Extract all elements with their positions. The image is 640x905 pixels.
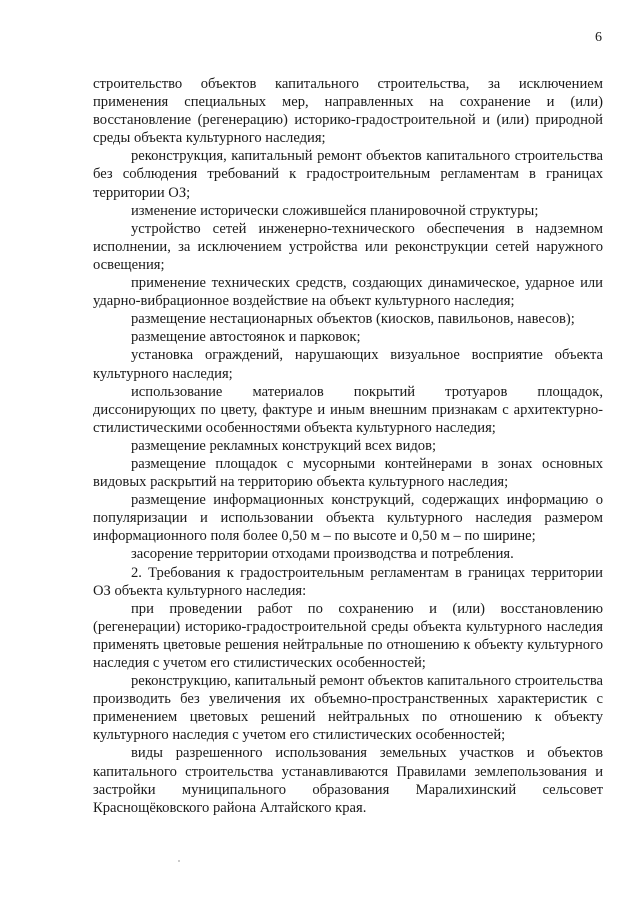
paragraph: реконструкция, капитальный ремонт объектов капитального строительства без соблюдения требований к градостроительным регламентам в границах территории ОЗ; xyxy=(93,148,603,201)
paragraph: устройство сетей инженерно-технического обеспечения в надземном исполнении, за исключением устройства или реконструкции сетей наружного освещения; xyxy=(93,220,603,273)
paragraph: изменение исторически сложившейся планировочной структуры; xyxy=(131,202,539,219)
paragraph: виды разрешенного использования земельных участков и объектов капитального строительства устанавливаются Правилами землепользования и застройки муниципального образования Маралихинский сельсовет Краснощёковского района Алтайского края. xyxy=(93,745,603,816)
page-number: 6 xyxy=(595,30,602,45)
paragraph: засорение территории отходами производства и потребления. xyxy=(131,546,514,563)
paragraph: размещение рекламных конструкций всех видов; xyxy=(131,437,437,454)
paragraph: размещение информационных конструкций, содержащих информацию о популяризации и использовании объекта культурного наследия размером информационного поля более 0,50 м – по высоте и 0,50 м – по ширине; xyxy=(93,492,603,545)
paragraph: размещение площадок с мусорными контейнерами в зонах основных видовых раскрытий на территорию объекта культурного наследия; xyxy=(93,455,603,491)
paragraph: строительство объектов капитального строительства, за исключением применения специальных мер, направленных на сохранение и (или) восстановление (регенерацию) историко-градостроительной и (или) природной среды объекта культурного наследия; xyxy=(93,76,603,147)
paragraph: установка ограждений, нарушающих визуальное восприятие объекта культурного наследия; xyxy=(93,347,603,382)
paragraph: реконструкцию, капитальный ремонт объектов капитального строительства производить без увеличения их объемно-пространственных характеристик с применением цветовых решений нейтральных по отношению к объекту культурного наследия с учетом его стилистических особенностей; xyxy=(93,673,603,744)
paragraph: использование материалов покрытий тротуаров площадок, диссонирующих по цвету, фактуре и иным внешним признакам с архитектурно-стилистическими особенностями объекта культурного наследия; xyxy=(93,383,603,436)
paragraph: размещение автостоянок и парковок; xyxy=(131,329,361,346)
paragraph: применение технических средств, создающих динамическое, ударное или ударно-вибрационное воздействие на объект культурного наследия; xyxy=(93,275,603,310)
document-body xyxy=(93,75,603,817)
scan-artifact xyxy=(178,860,180,862)
section-heading-paragraph: 2. Требования к градостроительным регламентам в границах территории ОЗ объекта культурного наследия: xyxy=(93,564,603,599)
paragraph: размещение нестационарных объектов (киосков, павильонов, навесов); xyxy=(131,311,575,328)
paragraph: при проведении работ по сохранению и (или) восстановлению (регенерации) историко-градостроительной среды объекта культурного наследия применять цветовые решения нейтральные по отношению к объекту культурного наследия с учетом его стилистических особенностей; xyxy=(93,600,603,671)
